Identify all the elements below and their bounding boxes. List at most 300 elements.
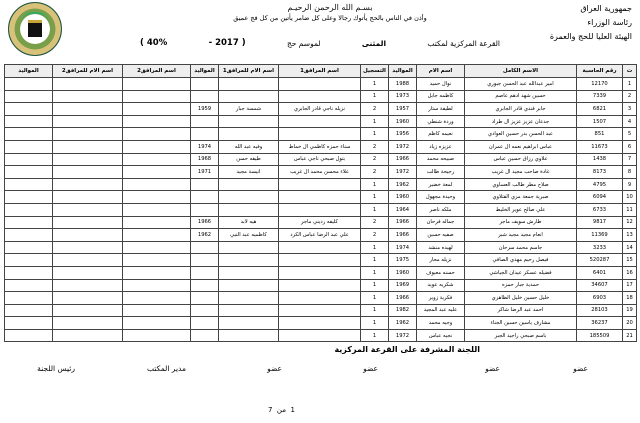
col-companion1-mother-cell: طيفه حسن [219,153,279,166]
col-birth-year-cell: 1960 [389,115,417,128]
col-computer-number-cell: 11369 [577,229,623,242]
col-mother-name-cell: شكريه عويد [417,279,465,292]
col-companion2-mother-cell [53,166,123,179]
col-registration-cell: 1 [361,115,389,128]
col-companion1-birth-cell [191,279,219,292]
col-companion1-mother-cell: شمسة جبار [219,103,279,116]
col-birth-year-cell: 1972 [389,166,417,179]
col-companion2-name-cell [123,153,191,166]
col-companion2-mother-cell [53,266,123,279]
col-companion2-birth-cell [5,304,53,317]
col-birth-year-cell: 1972 [389,140,417,153]
col-computer-number-cell: 8173 [577,166,623,179]
col-companion1-name-cell: بتول صبحي ناجي عباس [279,153,361,166]
col-index-cell: 21 [623,329,637,342]
col-full-name-cell: فضيله عسكر عيدان الجياشي [465,266,577,279]
table-header-row [5,65,637,78]
col-companion2-mother-cell [53,78,123,91]
col-companion2-birth-cell [5,279,53,292]
col-companion2-name-cell [123,292,191,305]
col-companion1-name-cell: علاء محسن محمد ال غريب [279,166,361,179]
col-companion1-birth-cell [191,266,219,279]
col-full-name-cell: جاسم محمد سرحان [465,241,577,254]
col-mother-name-cell: صفيه حسين [417,229,465,242]
col-full-name-cell: امير عبدالله عبد الحسن جبوري [465,78,577,91]
signature-member-1: عضو [573,364,588,373]
quran-verse: وأذن في الناس بالحج يأتوك رجالا وعلى كل ضامر يأتين من كل فج عميق [233,14,427,22]
col-birth-year-cell: 1966 [389,292,417,305]
col-index-cell: 18 [623,292,637,305]
col-birth-year-header: المواليد [389,65,417,78]
page-total: 7 [268,406,273,414]
col-companion2-birth-cell [5,178,53,191]
col-companion2-birth-cell [5,115,53,128]
col-birth-year-cell: 1973 [389,90,417,103]
col-birth-year-cell: 1957 [389,103,417,116]
col-companion2-name-cell [123,103,191,116]
table-row [5,279,637,292]
signature-committee-head: رئيس اللجنة [37,364,75,373]
col-companion2-birth-cell [5,241,53,254]
col-companion1-mother-cell [219,115,279,128]
col-companion2-mother-cell [53,216,123,229]
col-index-cell: 6 [623,140,637,153]
col-companion1-name-cell [279,128,361,141]
col-registration-cell: 1 [361,90,389,103]
col-companion2-name-cell [123,229,191,242]
col-computer-number-cell: 520287 [577,254,623,267]
col-companion1-birth-cell [191,254,219,267]
col-mother-name-cell: وحيدة مجهول [417,191,465,204]
col-companion2-mother-cell [53,304,123,317]
col-companion1-mother-cell [219,292,279,305]
col-companion1-mother-cell [219,78,279,91]
col-companion1-mother-cell [219,317,279,330]
col-companion1-mother-cell [219,241,279,254]
col-companion1-name-cell [279,203,361,216]
page-current: 1 [290,406,295,414]
col-companion2-birth-cell [5,292,53,305]
col-companion2-birth-cell [5,229,53,242]
table-row [5,78,637,91]
header-right [502,2,632,44]
col-full-name-cell: فيصل رحيم مهدي الصافي [465,254,577,267]
col-companion2-mother-cell [53,317,123,330]
col-companion1-mother-cell [219,128,279,141]
col-companion2-birth-cell [5,140,53,153]
signature-member-4: عضو [267,364,282,373]
col-computer-number-cell: 3233 [577,241,623,254]
col-mother-name-cell: ملكه ناصر [417,203,465,216]
commission-name: الهيئة العليا للحج والعمرة [549,32,632,41]
col-companion1-birth-cell [191,115,219,128]
table-row [5,103,637,116]
table-row [5,241,637,254]
col-companion1-birth-cell [191,292,219,305]
col-companion2-birth-cell [5,266,53,279]
col-registration-cell: 1 [361,304,389,317]
col-registration-cell: 1 [361,78,389,91]
col-companion1-name-cell [279,78,361,91]
col-computer-number-cell: 185509 [577,329,623,342]
col-mother-name-cell: وجيه محمد [417,317,465,330]
col-companion1-mother-cell [219,304,279,317]
season-value: ( 2017 - [208,38,246,48]
col-companion2-birth-cell [5,166,53,179]
col-birth-year-cell: 1966 [389,229,417,242]
col-registration-cell: 1 [361,329,389,342]
col-companion2-birth-cell [5,191,53,204]
col-registration-cell: 2 [361,140,389,153]
col-computer-number-cell: 1438 [577,153,623,166]
col-companion2-mother-cell [53,103,123,116]
col-full-name-cell: علي صالح عوير الخليط [465,203,577,216]
table-row [5,115,637,128]
col-companion2-birth-cell [5,153,53,166]
table-row [5,128,637,141]
col-computer-number-cell: 34607 [577,279,623,292]
signature-member-3: عضو [363,364,378,373]
table-row [5,178,637,191]
col-companion2-birth-cell [5,329,53,342]
col-companion2-mother-header: اسم الام للمرافق2 [53,65,123,78]
col-companion2-birth-header: المواليد [5,65,53,78]
col-computer-number-cell: 6401 [577,266,623,279]
col-index-cell: 5 [623,128,637,141]
col-companion1-birth-cell: 1968 [191,153,219,166]
col-companion2-mother-cell [53,203,123,216]
col-index-cell: 4 [623,115,637,128]
col-computer-number-cell: 6094 [577,191,623,204]
col-companion2-birth-cell [5,103,53,116]
col-full-name-cell: حسين شهد ادهم عاصم [465,90,577,103]
col-companion2-name-cell [123,191,191,204]
col-full-name-cell: خليل حسين خليل الظاهري [465,292,577,305]
col-full-name-cell: جدعان عزيز عزيز ال طراد [465,115,577,128]
col-registration-cell: 1 [361,317,389,330]
col-full-name-cell: علاوي رزاق حسين عباس [465,153,577,166]
col-mother-name-cell: حسنه معيوف [417,266,465,279]
col-companion1-birth-cell [191,329,219,342]
col-companion1-birth-cell [191,241,219,254]
col-companion1-mother-cell: انيسة مجيد [219,166,279,179]
col-index-cell: 10 [623,191,637,204]
col-birth-year-cell: 1969 [389,279,417,292]
col-companion2-mother-cell [53,115,123,128]
col-companion2-birth-cell [5,254,53,267]
col-companion2-birth-cell [5,90,53,103]
col-companion2-mother-cell [53,292,123,305]
col-companion2-birth-cell [5,78,53,91]
col-index-cell: 13 [623,229,637,242]
table-row [5,140,637,153]
col-mother-name-cell: وردة شنطي [417,115,465,128]
col-registration-cell: 1 [361,254,389,267]
col-companion2-name-cell [123,254,191,267]
col-companion1-mother-cell [219,203,279,216]
col-computer-number-cell: 1507 [577,115,623,128]
col-companion2-name-header: اسم المرافق2 [123,65,191,78]
col-companion2-name-cell [123,78,191,91]
col-companion1-name-cell [279,266,361,279]
col-index-cell: 20 [623,317,637,330]
col-registration-cell: 2 [361,166,389,179]
col-companion2-name-cell [123,90,191,103]
subtitle [140,38,500,48]
signature-member-2: عضو [485,364,500,373]
col-companion1-name-cell [279,115,361,128]
col-companion1-name-cell [279,241,361,254]
col-registration-cell: 1 [361,241,389,254]
col-index-cell: 3 [623,103,637,116]
col-companion1-name-cell: علي عبد الرضا عباس الكرد [279,229,361,242]
col-companion1-name-cell [279,90,361,103]
col-companion2-mother-cell [53,140,123,153]
col-companion1-name-cell [279,317,361,330]
col-birth-year-cell: 1964 [389,203,417,216]
col-full-name-header: الاسم الكامل [465,65,577,78]
col-companion2-name-cell [123,266,191,279]
col-companion1-birth-header: المواليد [191,65,219,78]
lottery-label: القرعة المركزية لمكتب [427,38,500,48]
col-companion2-name-cell [123,178,191,191]
col-registration-cell: 1 [361,178,389,191]
col-registration-cell: 1 [361,128,389,141]
commission-logo [8,2,62,56]
col-birth-year-cell: 1956 [389,128,417,141]
col-birth-year-cell: 1966 [389,216,417,229]
percent-value: 40% ) [140,38,168,48]
col-full-name-cell: جابر فندي قادر الجابري [465,103,577,116]
table-row [5,229,637,242]
col-companion1-mother-cell [219,329,279,342]
table-row [5,153,637,166]
col-companion1-name-cell: نزيله ناجي قادر الجابري [279,103,361,116]
col-companion1-mother-cell: وفيه عبد الله [219,140,279,153]
col-index-cell: 15 [623,254,637,267]
col-computer-number-cell: 851 [577,128,623,141]
col-companion1-mother-cell [219,178,279,191]
col-full-name-cell: عبد الحسن بدر حسين العوادي [465,128,577,141]
col-full-name-cell: احمد عبد الرضا شاكر [465,304,577,317]
table-row [5,266,637,279]
col-registration-cell: 1 [361,191,389,204]
col-computer-number-cell: 4795 [577,178,623,191]
col-companion2-mother-cell [53,90,123,103]
table-row [5,317,637,330]
col-companion2-birth-cell [5,216,53,229]
col-index-cell: 16 [623,266,637,279]
col-mother-name-cell: نزيله محار [417,254,465,267]
pilgrims-table [4,64,637,342]
col-companion2-name-cell [123,216,191,229]
table-row [5,304,637,317]
table-row [5,292,637,305]
col-companion2-mother-cell [53,191,123,204]
col-registration-cell: 1 [361,266,389,279]
col-mother-name-cell: جماله فرحان [417,216,465,229]
col-companion1-birth-cell: 1971 [191,166,219,179]
col-index-cell: 17 [623,279,637,292]
col-computer-number-cell: 7339 [577,90,623,103]
office-name: رئاسة الوزراء [587,18,632,27]
col-mother-name-cell: لطيفة ستار [417,103,465,116]
col-companion1-name-header: اسم المرافق1 [279,65,361,78]
col-computer-number-cell: 28103 [577,304,623,317]
col-companion1-mother-cell [219,191,279,204]
kaaba-icon [28,20,42,37]
col-mother-name-header: اسم الام [417,65,465,78]
col-companion1-mother-cell [219,254,279,267]
col-companion2-name-cell [123,329,191,342]
col-full-name-cell: غادة صاحب مجيد ال غريب [465,166,577,179]
col-mother-name-cell: كاظمه جابل [417,90,465,103]
col-full-name-cell: عباس ابراهيم نعمه ال عمران [465,140,577,153]
col-index-cell: 8 [623,166,637,179]
col-companion1-birth-cell [191,191,219,204]
col-registration-cell: 2 [361,229,389,242]
col-companion2-name-cell [123,241,191,254]
col-companion1-birth-cell [191,304,219,317]
col-companion2-name-cell [123,166,191,179]
col-computer-number-cell: 12170 [577,78,623,91]
col-companion1-mother-cell [219,266,279,279]
col-full-name-cell: مشارف ياسين حسين الجناء [465,317,577,330]
col-birth-year-cell: 1966 [389,153,417,166]
col-birth-year-cell: 1960 [389,191,417,204]
col-companion2-name-cell [123,317,191,330]
col-companion1-mother-cell [219,279,279,292]
page-indicator [268,406,295,414]
col-companion2-birth-cell [5,203,53,216]
col-computer-number-cell: 6733 [577,203,623,216]
page-of-label: من [276,406,286,414]
col-companion2-name-cell [123,279,191,292]
col-companion1-birth-cell [191,317,219,330]
col-companion1-name-cell [279,191,361,204]
col-companion1-birth-cell [191,90,219,103]
col-companion1-mother-cell [219,90,279,103]
table-row [5,90,637,103]
col-birth-year-cell: 1988 [389,78,417,91]
col-full-name-cell: صلاح مطر طالب العساوي [465,178,577,191]
col-companion2-mother-cell [53,329,123,342]
col-companion1-name-cell [279,329,361,342]
col-companion2-mother-cell [53,128,123,141]
committee-title: اللجنة المشرفة على القرعة المركزية [334,345,480,354]
col-mother-name-cell: نجيه عباس [417,329,465,342]
col-companion1-birth-cell [191,128,219,141]
col-companion1-name-cell: سناء حمزه كاظمي ال خماط [279,140,361,153]
col-companion1-mother-cell: كاظميه عبد النبي [219,229,279,242]
col-index-cell: 14 [623,241,637,254]
col-index-cell: 7 [623,153,637,166]
col-birth-year-cell: 1972 [389,329,417,342]
col-index-cell: 12 [623,216,637,229]
col-companion1-name-cell [279,304,361,317]
col-computer-number-header: رقم الحاسبة [577,65,623,78]
col-index-cell: 1 [623,78,637,91]
col-mother-name-cell: عليه عبد المجيد [417,304,465,317]
col-full-name-cell: صبرية جمعة مري الفتلاوي [465,191,577,204]
col-birth-year-cell: 1962 [389,178,417,191]
col-companion1-name-cell [279,178,361,191]
basmala: بسـم الله الرحمن الرحيـم [287,3,373,12]
signature-office-manager: مدير المكتب [146,364,186,373]
col-computer-number-cell: 6903 [577,292,623,305]
col-computer-number-cell: 36237 [577,317,623,330]
season-label: لموسم حج [286,38,321,48]
col-companion2-name-cell [123,304,191,317]
col-companion1-birth-cell: 1962 [191,229,219,242]
col-birth-year-cell: 1974 [389,241,417,254]
col-companion2-mother-cell [53,178,123,191]
col-index-header: ت [623,65,637,78]
col-mother-name-cell: لهيده منشد [417,241,465,254]
col-mother-name-cell: عزيزه زياد [417,140,465,153]
col-companion1-name-cell [279,292,361,305]
col-companion2-name-cell [123,128,191,141]
table-row [5,329,637,342]
col-index-cell: 11 [623,203,637,216]
col-registration-cell: 1 [361,279,389,292]
col-companion1-mother-cell: هيه لابد [219,216,279,229]
col-mother-name-cell: فكرية زوير [417,292,465,305]
col-companion2-mother-cell [53,153,123,166]
col-registration-cell: 1 [361,292,389,305]
col-companion2-birth-cell [5,128,53,141]
col-computer-number-cell: 6821 [577,103,623,116]
col-full-name-cell: طارش سويف ماجر [465,216,577,229]
table-row [5,216,637,229]
col-registration-cell: 2 [361,103,389,116]
col-companion2-name-cell [123,203,191,216]
header-center [200,3,460,22]
col-mother-name-cell: رجيحة طالب [417,166,465,179]
col-full-name-cell: انعام مجيد مجيد شبر [465,229,577,242]
col-birth-year-cell: 1975 [389,254,417,267]
col-companion1-name-cell: كليفه رديني ماجر [279,216,361,229]
col-registration-cell: 1 [361,203,389,216]
col-companion2-mother-cell [53,279,123,292]
col-mother-name-cell: لمعة خضير [417,178,465,191]
col-companion1-birth-cell [191,178,219,191]
col-birth-year-cell: 1982 [389,304,417,317]
col-companion1-name-cell [279,254,361,267]
col-mother-name-cell: نوال حميد [417,78,465,91]
col-companion2-mother-cell [53,229,123,242]
col-registration-header: التسجيل [361,65,389,78]
col-computer-number-cell: 11673 [577,140,623,153]
col-birth-year-cell: 1960 [389,266,417,279]
office-name-value: المثنى [361,38,387,48]
col-birth-year-cell: 1962 [389,317,417,330]
col-index-cell: 2 [623,90,637,103]
col-companion1-name-cell [279,279,361,292]
col-full-name-cell: باسم صبحي راجيد الجبر [465,329,577,342]
table-row [5,203,637,216]
col-registration-cell: 2 [361,153,389,166]
table-row [5,191,637,204]
col-mother-name-cell: صبيحه محمد [417,153,465,166]
col-registration-cell: 2 [361,216,389,229]
col-computer-number-cell: 9817 [577,216,623,229]
col-full-name-cell: حمدية جبار حمزه [465,279,577,292]
col-companion1-birth-cell: 1966 [191,216,219,229]
col-index-cell: 9 [623,178,637,191]
col-companion2-mother-cell [53,254,123,267]
table-row [5,166,637,179]
